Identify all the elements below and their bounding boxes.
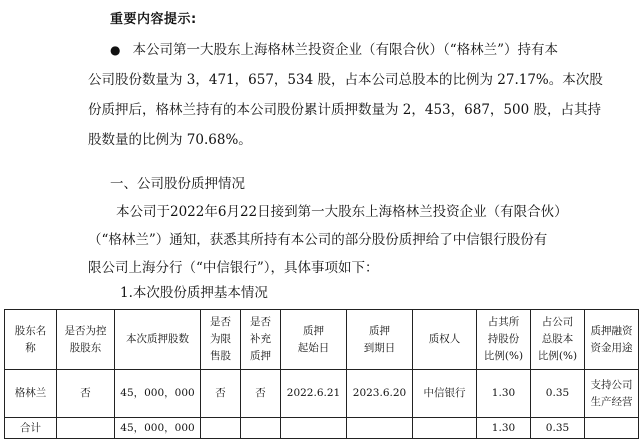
section-line-2: （“格林兰”）通知，获悉其所持有本公司的部分股份质押给了中信银行股份有 [88,232,548,248]
header-end-date: 质押 到期日 [347,310,413,370]
header-pledged-shares: 本次质押股数 [115,310,201,370]
cell-empty [585,418,639,439]
cell-empty [241,418,281,439]
cell-holding-ratio: 1.30 [477,370,531,418]
cell-empty [413,418,477,439]
cell-total-total-ratio: 0.35 [531,418,585,439]
bullet-line-3: 份质押后，格林兰持有的本公司股份累计质押数量为 2，453，687，500 股，占其持 [88,102,601,118]
section-title: 一、公司股份质押情况 [110,176,245,192]
bullet-line-2: 公司股份数量为 3，471，657，534 股，占本公司总股本的比例为 27.17%。本次股 [88,72,603,88]
cell-start-date: 2022.6.21 [281,370,347,418]
cell-supplementary: 否 [241,370,281,418]
cell-pledgee: 中信银行 [413,370,477,418]
cell-empty [57,418,115,439]
header-pledgee: 质权人 [413,310,477,370]
cell-end-date: 2023.6.20 [347,370,413,418]
header-shareholder-name: 股东名 称 [5,310,57,370]
cell-empty [347,418,413,439]
cell-empty [201,418,241,439]
bullet-icon: ● [110,43,121,57]
header-total-ratio: 占公司 总股本 比例(%) [531,310,585,370]
cell-shareholder: 格林兰 [5,370,57,418]
cell-shares: 45，000，000 [115,370,201,418]
header-fund-usage: 质押融资 资金用途 [585,310,639,370]
subsection-title: 1.本次股份质押基本情况 [120,285,268,301]
bullet-text-1: 本公司第一大股东上海格林兰投资企业（有限合伙）（“格林兰”）持有本 [132,42,559,58]
table-header-row [5,310,639,370]
cell-total-holding-ratio: 1.30 [477,418,531,439]
cell-total-ratio: 0.35 [531,370,585,418]
bullet-line-4: 股数量的比例为 70.68%。 [88,132,252,148]
cell-total-shares: 45，000，000 [115,418,201,439]
table-row [5,370,639,418]
section-line-3: 限公司上海分行（“中信银行”），具体事项如下： [88,260,379,276]
cell-restricted: 否 [201,370,241,418]
header-holding-ratio: 占其所 持股份 比例(%) [477,310,531,370]
header-restricted: 是否 为限 售股 [201,310,241,370]
important-notice-heading: 重要内容提示: [110,12,197,27]
cell-controlling: 否 [57,370,115,418]
table-row-total [5,418,639,439]
cell-total-label: 合计 [5,418,57,439]
pledge-table [4,309,639,439]
header-supplementary: 是否 补充 质押 [241,310,281,370]
bullet-line-1 [110,38,558,58]
cell-fund-usage: 支持公司 生产经营 [585,370,639,418]
section-line-1: 本公司于2022年6月22日接到第一大股东上海格林兰投资企业（有限合伙） [116,204,568,220]
header-is-controlling: 是否为控 股股东 [57,310,115,370]
cell-empty [281,418,347,439]
header-start-date: 质押 起始日 [281,310,347,370]
